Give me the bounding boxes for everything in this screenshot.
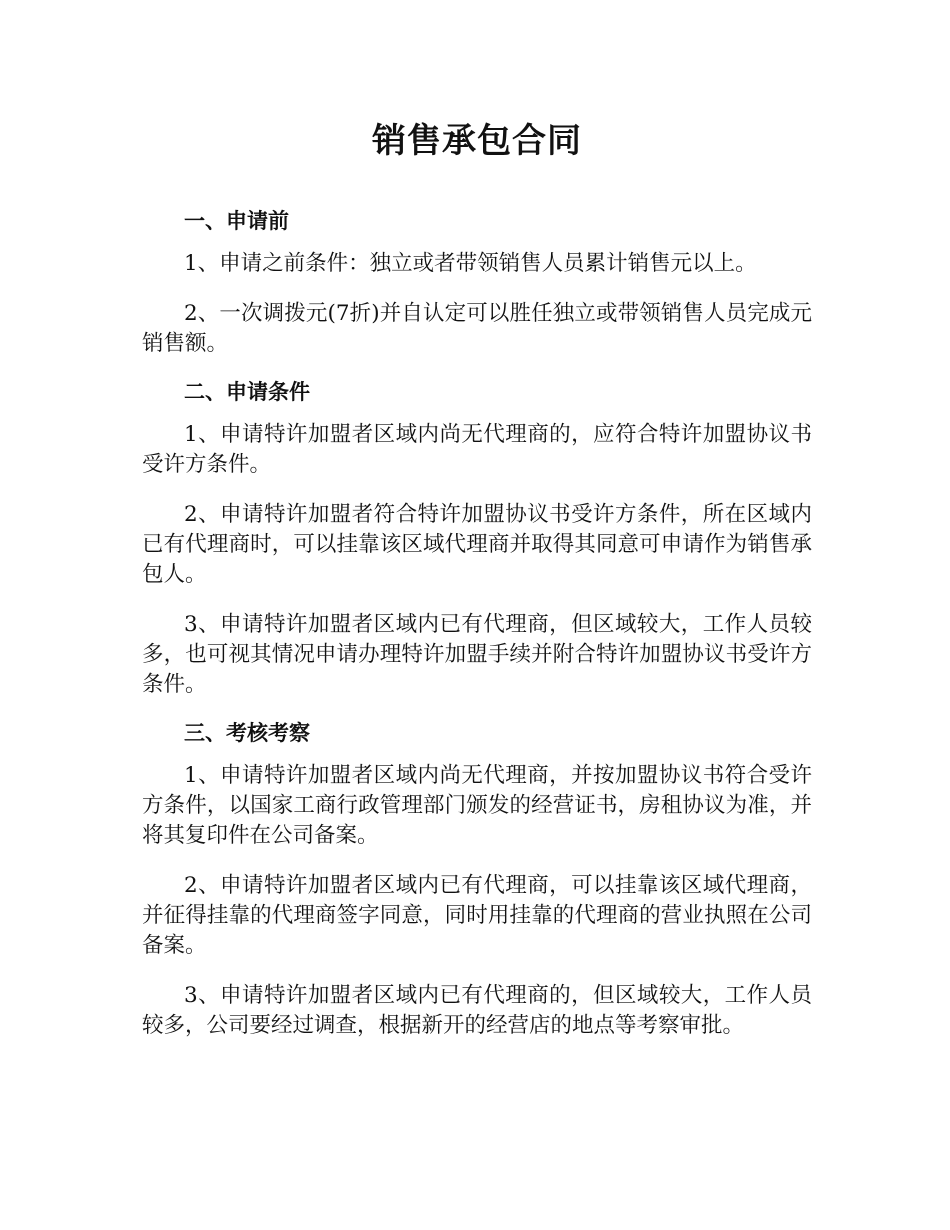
paragraph: 1、申请特许加盟者区域内尚无代理商的，应符合特许加盟协议书受许方条件。	[142, 422, 812, 477]
section-application-before	[142, 206, 812, 359]
paragraph: 1、申请之前条件：独立或者带领销售人员累计销售元以上。	[184, 251, 757, 276]
section-heading: 二、申请条件	[184, 380, 310, 404]
paragraph: 2、申请特许加盟者区域内已有代理商，可以挂靠该区域代理商，并征得挂靠的代理商签字同意，同时用挂靠的代理商的营业执照在公司备案。	[142, 873, 812, 958]
section-application-conditions	[142, 377, 812, 700]
paragraph: 2、申请特许加盟者符合特许加盟协议书受许方条件，所在区域内已有代理商时，可以挂靠该区域代理商并取得其同意可申请作为销售承包人。	[142, 502, 812, 587]
document-title: 销售承包合同	[372, 121, 582, 161]
paragraph: 1、申请特许加盟者区域内尚无代理商，并按加盟协议书符合受许方条件，以国家工商行政管理部门颁发的经营证书，房租协议为准，并将其复印件在公司备案。	[142, 763, 812, 848]
paragraph: 3、申请特许加盟者区域内已有代理商，但区域较大，工作人员较多，也可视其情况申请办理特许加盟手续并附合特许加盟协议书受许方条件。	[142, 612, 812, 697]
document-page	[142, 0, 812, 1041]
paragraph: 2、一次调拨元(7折)并自认定可以胜任独立或带领销售人员完成元销售额。	[142, 301, 812, 356]
section-assessment	[142, 718, 812, 1041]
section-heading: 三、考核考察	[184, 721, 310, 745]
paragraph: 3、申请特许加盟者区域内已有代理商的，但区域较大，工作人员较多，公司要经过调查，根据新开的经营店的地点等考察审批。	[142, 983, 812, 1038]
section-heading: 一、申请前	[184, 209, 289, 233]
